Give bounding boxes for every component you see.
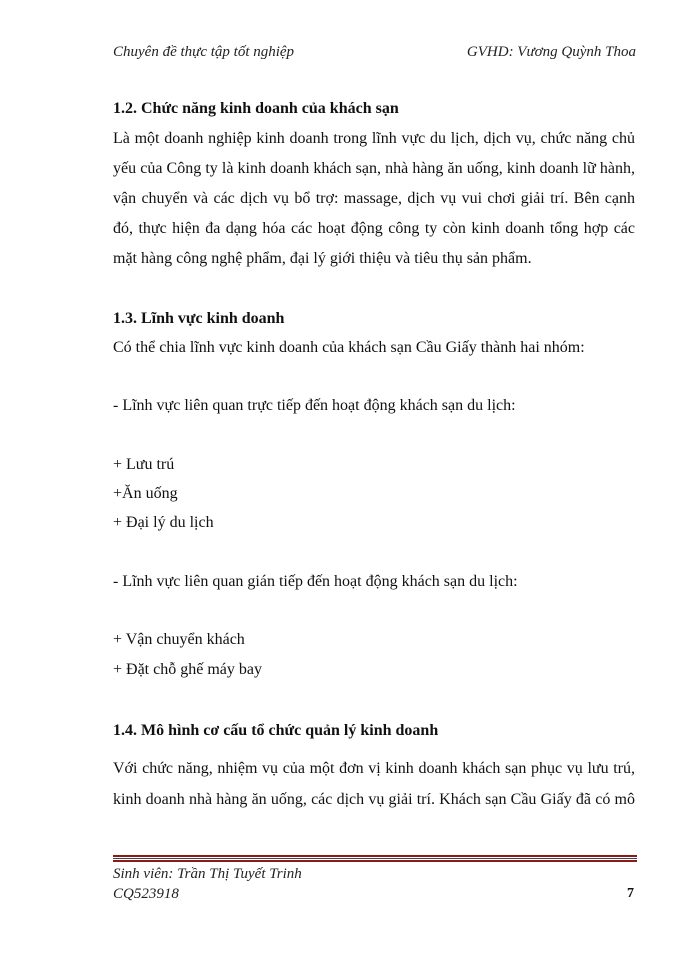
header-title: Chuyên đề thực tập tốt nghiệp — [113, 44, 295, 60]
list-item: + Đặt chỗ ghế máy bay — [113, 661, 262, 678]
paragraph-line: yếu của Công ty là kinh doanh khách sạn, nhà hàng ăn uống, kinh doanh lữ hành, — [113, 160, 635, 177]
footer-divider — [113, 855, 637, 857]
list-group-title: - Lĩnh vực liên quan gián tiếp đến hoạt động khách sạn du lịch: — [113, 573, 518, 590]
section-heading-1-4: 1.4. Mô hình cơ cấu tổ chức quản lý kinh doanh — [113, 722, 439, 739]
paragraph-line: kinh doanh nhà hàng ăn uống, các dịch vụ giải trí. Khách sạn Cầu Giấy đã có mô — [113, 791, 635, 808]
footer-student: Sinh viên: Trần Thị Tuyết Trinh — [113, 866, 302, 882]
paragraph-line: mặt hàng công nghệ phẩm, đại lý giới thiệu và tiêu thụ sản phẩm. — [113, 250, 532, 267]
list-group-title: - Lĩnh vực liên quan trực tiếp đến hoạt động khách sạn du lịch: — [113, 397, 516, 414]
footer-divider — [113, 858, 637, 859]
paragraph-line: vận chuyển và các dịch vụ bổ trợ: massage, dịch vụ vui chơi giải trí. Bên cạnh — [113, 190, 635, 207]
footer-divider — [113, 860, 637, 862]
list-item: + Vận chuyển khách — [113, 631, 245, 648]
list-item: + Lưu trú — [113, 456, 175, 473]
page-number: 7 — [627, 886, 634, 901]
paragraph-line: Với chức năng, nhiệm vụ của một đơn vị kinh doanh khách sạn phục vụ lưu trú, — [113, 760, 635, 777]
paragraph-line: đó, thực hiện đa dạng hóa các hoạt động công ty còn kinh doanh tổng hợp các — [113, 220, 635, 237]
footer-student-id: CQ523918 — [113, 886, 179, 902]
section-heading-1-2: 1.2. Chức năng kinh doanh của khách sạn — [113, 100, 399, 117]
paragraph-line: Có thể chia lĩnh vực kinh doanh của khách sạn Cầu Giấy thành hai nhóm: — [113, 339, 585, 356]
paragraph-line: Là một doanh nghiệp kinh doanh trong lĩnh vực du lịch, dịch vụ, chức năng chủ — [113, 130, 635, 147]
list-item: + Đại lý du lịch — [113, 514, 214, 531]
section-heading-1-3: 1.3. Lĩnh vực kinh doanh — [113, 310, 285, 327]
header-advisor: GVHD: Vương Quỳnh Thoa — [466, 44, 636, 60]
list-item: +Ăn uống — [113, 485, 178, 502]
